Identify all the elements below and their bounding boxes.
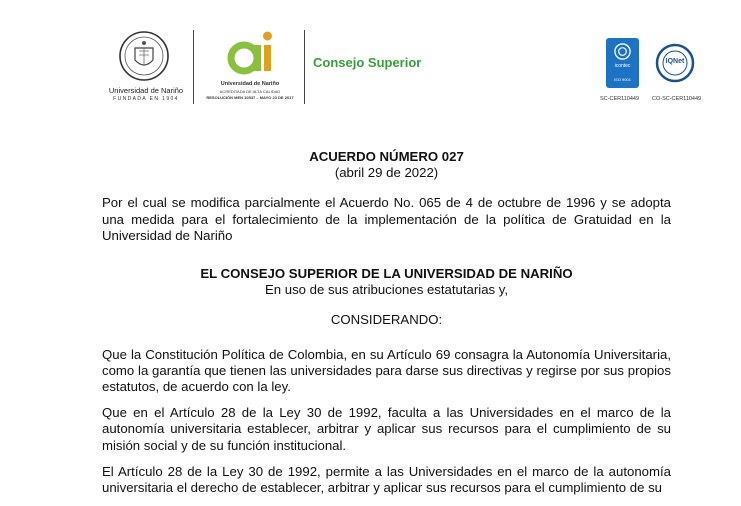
document-body: [102, 149, 671, 506]
icontec-icon: [613, 42, 632, 61]
iso-label: ISO 9001: [614, 77, 631, 82]
council-heading: EL CONSEJO SUPERIOR DE LA UNIVERSIDAD DE NARIÑO: [200, 266, 573, 282]
agreement-date: (abril 29 de 2022): [334, 165, 439, 181]
header-divider: [193, 30, 194, 104]
accreditation-line-1: ACREDITADA DE ALTA CALIDAD: [219, 89, 281, 94]
university-seal-icon: [118, 30, 170, 82]
agreement-summary: Por el cual se modifica parcialmente el Acuerdo No. 065 de 4 de octubre de 1996 y se adopta una medida para el fortalecimiento de la implementación de la política de Gratuidad en la Universidad de Nariño: [102, 195, 671, 243]
accreditation-logo-icon: [222, 30, 278, 78]
certificate-code-1: SC-CER110449: [600, 96, 640, 102]
iqnet-label: IQNet: [665, 58, 685, 65]
university-founded: FUNDADA EN 1904: [113, 96, 179, 102]
considering-paragraph: Que en el Artículo 28 de la Ley 30 de 1992, faculta a las Universidades en el marco de la autonomía universitaria establecer, arbitrar y aplicar sus recursos para el cumplimiento de su misión social y de su función institucional.: [102, 405, 671, 453]
accreditation-line-2: RESOLUCIÓN MEN 10537 – MAYO 23 DE 2017: [206, 95, 294, 100]
header-divider: [304, 30, 305, 104]
accreditation-university-name: Universidad de Nariño: [220, 81, 280, 87]
agreement-title: ACUERDO NÚMERO 027: [309, 149, 464, 164]
powers-statement: En uso de sus atribuciones estatutarias y,: [264, 282, 509, 298]
considering-paragraph: Que la Constitución Política de Colombia, en su Artículo 69 consagra la Autonomía Universitaria, como la garantía que tienen las universidades para darse sus directivas y regirse por sus propios estatutos, de acuerdo con la ley.: [102, 346, 671, 395]
council-label: Consejo Superior: [313, 55, 422, 70]
considering-paragraph: El Artículo 28 de la Ley 30 de 1992, permite a las Universidades en el marco de la autonomía universitaria el derecho de establecer, arbitrar y aplicar sus recursos para el cumplimiento de su: [102, 463, 671, 496]
university-name: Universidad de Nariño: [108, 86, 184, 95]
icontec-label: icontec: [614, 63, 631, 69]
certificate-code-2: CO-SC-CER110449: [652, 96, 702, 102]
considering-heading: CONSIDERANDO:: [330, 312, 443, 328]
letterhead: [0, 0, 741, 120]
